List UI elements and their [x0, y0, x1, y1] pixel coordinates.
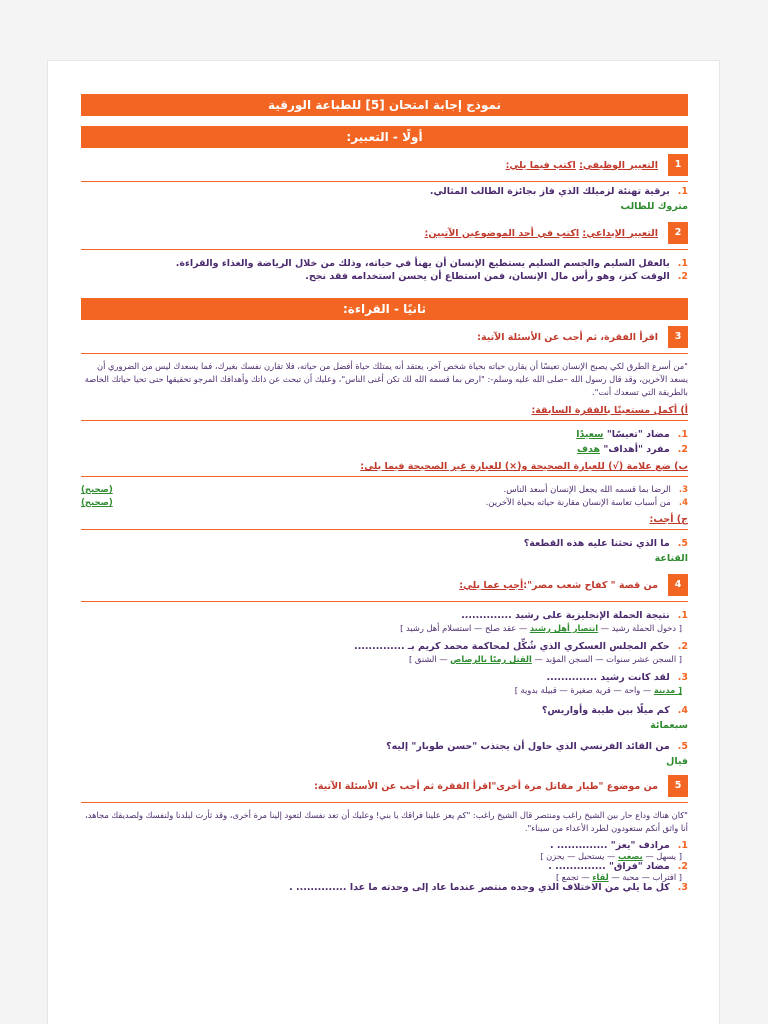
- item-number: 1.: [677, 258, 688, 269]
- option: محبة: [622, 872, 640, 882]
- answer-text: سعيدًا: [576, 429, 604, 440]
- correct-option: يصعب: [617, 851, 643, 861]
- option: [ دخول الحملة رشيد: [611, 623, 682, 633]
- item-text: الرضا بما قسمه الله يجعل الإنسان أسعد الناس.: [503, 485, 671, 495]
- list-item: [81, 610, 688, 621]
- part-c-heading: [81, 514, 688, 530]
- item-text: من أسباب تعاسة الإنسان مقارنة حياته بحياة الآخرين.: [485, 498, 671, 508]
- question-title: [425, 228, 658, 239]
- part-c-text: ج) أجب:: [649, 514, 688, 525]
- item-text: مضاد "تعيسًا": [606, 429, 670, 440]
- part-b-text: ب) ضع علامة (√) للعبارة الصحيحة و(×) للعبارة غير الصحيحة فيما يلي:: [360, 461, 688, 472]
- question-title: [506, 160, 658, 171]
- list-item: [81, 741, 688, 752]
- item-number: 2.: [677, 861, 688, 872]
- question-4-header: [81, 574, 688, 602]
- question-2-header: [81, 222, 688, 250]
- item-text: برقية تهنئة لزميلك الذي فاز بجائزة الطالب المثالي.: [429, 186, 670, 197]
- answer-text: القناعة: [654, 553, 688, 564]
- true-false-row: [81, 485, 688, 495]
- list-item: [81, 705, 688, 716]
- item-text: كل ما يلي من الاختلاف الذي وجده منتصر عندما عاد إلى وحدته ما عدا .............. .: [289, 882, 670, 893]
- option: تجمع ]: [555, 872, 579, 882]
- list-item: [81, 538, 688, 549]
- question-1-header: [81, 154, 688, 182]
- item-number: 3.: [677, 882, 688, 893]
- item-number: 1.: [677, 429, 688, 440]
- list-item: [81, 186, 688, 197]
- question-number: 4: [668, 574, 688, 596]
- item-text: مرادف "يعز" .............. .: [550, 840, 670, 851]
- item-number: 4.: [678, 498, 688, 508]
- option: السجن المؤبد: [545, 654, 593, 664]
- option: قبيلة بدوية ]: [514, 685, 557, 695]
- item-text: ما الذي تحثنا عليه هذه القطعة؟: [523, 538, 670, 549]
- correct-option: [ مدينة: [653, 685, 682, 695]
- answer-text: متروك للطالب: [620, 201, 688, 212]
- answer-text: فيال: [666, 756, 688, 767]
- list-item: [81, 444, 688, 455]
- item-text: الوقت كنز، وهو رأس مال الإنسان، فمن استطاع أن يحسن استخدامه فقد نجح.: [305, 271, 670, 282]
- question-number: 5: [668, 775, 688, 797]
- section-writing-banner: أولًا - التعبير:: [81, 126, 688, 148]
- item-number: 1.: [677, 186, 688, 197]
- list-item: [81, 882, 688, 893]
- exam-title-banner: نموذج إجابة امتحان [5] للطباعة الورقية: [81, 94, 688, 116]
- list-item: [81, 840, 688, 851]
- question-label: التعبير الإبداعي:: [582, 227, 658, 239]
- item-number: 4.: [677, 705, 688, 716]
- answer-text: سبعمائة: [650, 720, 688, 731]
- part-b-heading: [81, 461, 688, 477]
- item-number: 2.: [677, 641, 688, 652]
- choice-options: [ دخول الحملة رشيد — انتصار أهل رشيد — عقد صلح — استسلام أهل رشيد ]: [400, 623, 682, 633]
- list-item: [81, 861, 688, 872]
- choice-options: [ يسهل — يصعب — يستحيل — يحزن ]: [540, 851, 682, 861]
- answer-text: (صحيح): [81, 498, 113, 508]
- worksheet-content: [81, 94, 688, 893]
- list-item: [81, 429, 688, 440]
- item-text: مفرد "أهداف": [603, 444, 670, 455]
- question-title: [459, 580, 658, 591]
- question-number: 2: [668, 222, 688, 244]
- question-instruction: اكتب فيما يلي:: [505, 159, 576, 171]
- option: واحة: [624, 685, 641, 695]
- option: قرية صغيرة: [570, 685, 611, 695]
- item-text: حكم المجلس العسكري الذي شُكِّل لمحاكمة محمد كريم بـ ..............: [354, 641, 670, 652]
- list-item: [81, 271, 688, 282]
- item-number: 2.: [677, 444, 688, 455]
- choice-options: [ السجن عشر سنوات — السجن المؤبد — القتل رميًا بالرصاص — الشنق ]: [409, 654, 682, 664]
- item-number: 5.: [677, 741, 688, 752]
- correct-option: لقاء: [592, 872, 609, 882]
- item-number: 1.: [677, 840, 688, 851]
- item-text: بالعقل السليم والجسم السليم يستطيع الإنسان أن يهنأ في حياته، وذلك من خلال الرياضة والغذاء والقراءة.: [175, 258, 670, 269]
- item-number: 1.: [677, 610, 688, 621]
- question-number: 3: [668, 326, 688, 348]
- question-title: من موضوع "طيار مقاتل مرة أخرى"اقرأ الفقرة ثم أجب عن الأسئلة الآتية:: [314, 780, 658, 792]
- list-item: [81, 258, 688, 269]
- question-title: اقرأ الفقرة، ثم أجب عن الأسئلة الآتية:: [477, 331, 658, 343]
- item-number: 5.: [677, 538, 688, 549]
- question-instruction: أجب عما يلي:: [459, 579, 524, 591]
- item-text: لقد كانت رشيد ..............: [546, 672, 670, 683]
- item-number: 3.: [678, 485, 688, 495]
- option: عقد صلح: [484, 623, 517, 633]
- question-source: من قصة " كفاح شعب مصر":: [523, 579, 658, 591]
- reading-passage: "كان هناك وداع حار بين الشيخ راغب ومنتصر قال الشيخ راغب: "كم يعز علينا فراقك يا بني! وعليك أن تعد نفسك لتعود إلينا مرة أخرى، وقد ثأرت لبلدنا ولنفسك ولصديقك مجاهد، أنا واثق أنكم ستعودون لطرد الأعداء من سيناء".: [85, 810, 688, 833]
- list-item: [81, 641, 688, 652]
- option: يحزن ]: [540, 851, 565, 861]
- list-item: [81, 672, 688, 683]
- option: يستحيل: [578, 851, 605, 861]
- option: [ يسهل: [656, 851, 682, 861]
- item-text: نتيجة الحملة الإنجليزية على رشيد ..............: [461, 610, 670, 621]
- section-reading-banner: ثانيًا - القراءة:: [81, 298, 688, 320]
- option: استسلام أهل رشيد ]: [400, 623, 472, 633]
- choice-options: [ مدينة — واحة — قرية صغيرة — قبيلة بدوية ]: [514, 685, 682, 695]
- item-text: من القائد الفرنسي الذي حاول أن يجتذب "حسن طوبار" إليه؟: [386, 741, 670, 752]
- option: [ السجن عشر سنوات: [606, 654, 682, 664]
- option: الشنق ]: [409, 654, 437, 664]
- reading-passage: "من أسرع الطرق لكي يصبح الإنسان تعيسًا أن يقارن حياته بحياة شخص آخر، يعتقد أنه يمتلك حياة أفضل من حياته، فلا تقارن نفسك بغيرك، فما يسعدك ليس من الضروري أن يسعد الآخرين، وقد قال رسول الله –صلى الله عليه وسلم-: "ارض بما قسمه الله لك تكن أغنى الناس"، وعليك أن تبحث عن ذاتك وأهدافك المرجو تحقيقها حتى تحيا حياتك الخاصة بالطريقة التي تسعدك أنت".: [84, 361, 688, 397]
- question-5-header: [81, 775, 688, 803]
- part-a-text: أ) أكمل مستعينًا بالفقرة السابقة:: [531, 405, 688, 416]
- question-3-header: [81, 326, 688, 354]
- question-number: 1: [668, 154, 688, 176]
- question-instruction: اكتب في أحد الموضوعين الآتيين:: [424, 227, 580, 239]
- option: [ افتراب: [652, 872, 682, 882]
- question-label: التعبير الوظيفي:: [579, 159, 658, 171]
- item-number: 3.: [677, 672, 688, 683]
- answer-text: (صحيح): [81, 485, 113, 495]
- choice-options: [ افتراب — محبة — لقاء — تجمع ]: [555, 872, 682, 882]
- item-number: 2.: [677, 271, 688, 282]
- item-text: مضاد "فراق" .............. .: [548, 861, 670, 872]
- part-a-heading: [81, 405, 688, 421]
- item-text: كم ميلًا بين طيبة وأواريس؟: [541, 705, 670, 716]
- worksheet-page: [47, 60, 720, 1024]
- answer-text: هدف: [576, 444, 601, 455]
- true-false-row: [81, 498, 688, 508]
- correct-option: القتل رميًا بالرصاص: [450, 654, 532, 664]
- correct-option: انتصار أهل رشيد: [529, 623, 599, 633]
